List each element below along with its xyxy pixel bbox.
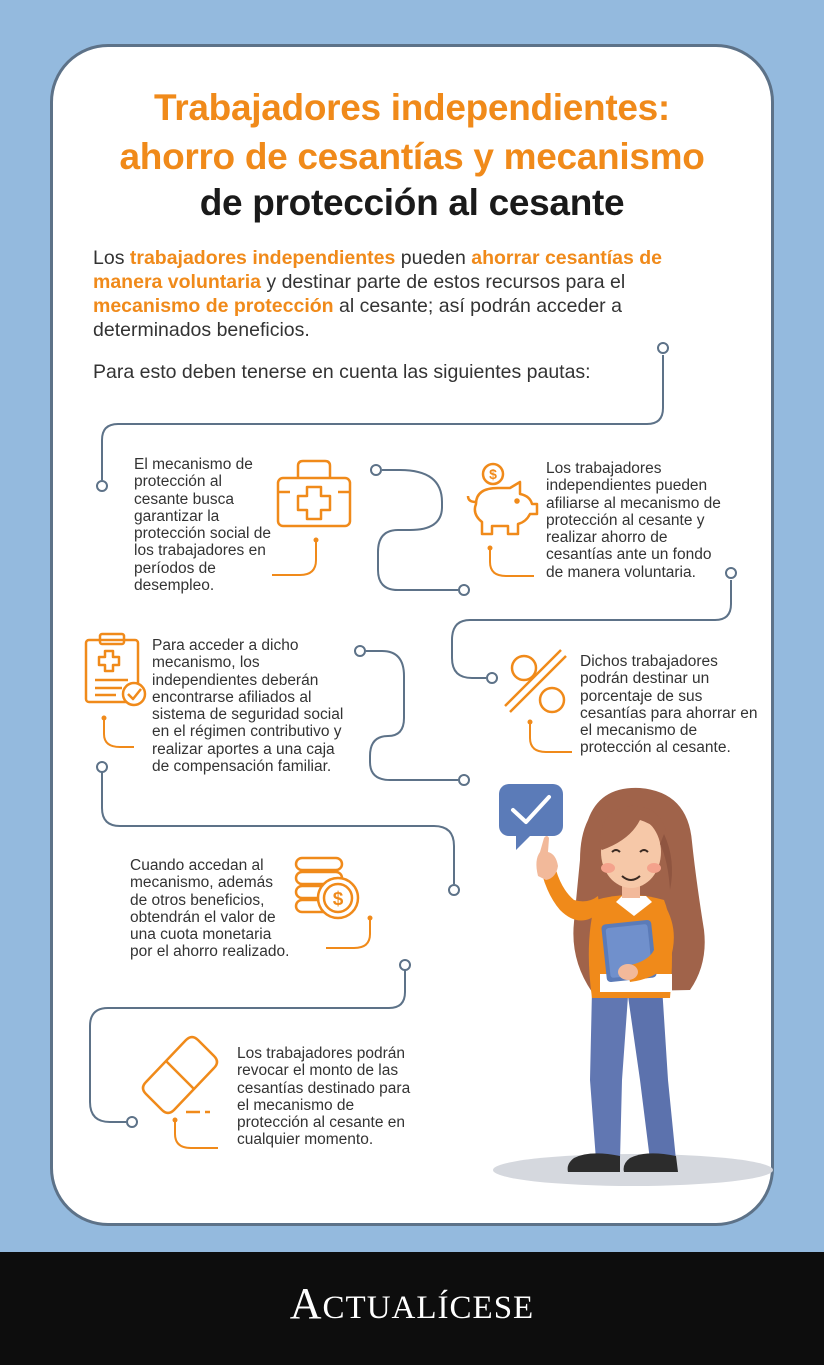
intro-text: pueden <box>395 247 472 269</box>
coins-icon <box>296 858 358 918</box>
guideline-item-4: Dichos trabajadores podrán destinar un porcentaje de sus cesantías para ahorrar en el mecanismo de protección al cesante. <box>580 653 758 757</box>
connector-line <box>366 651 458 780</box>
intro-guidelines: Para esto deben tenerse en cuenta las siguientes pautas: <box>93 361 591 383</box>
accent-tail <box>272 540 316 575</box>
accent-tail <box>326 918 370 948</box>
accent-tail-dot <box>368 916 373 921</box>
guideline-item-1: El mecanismo de protección al cesante busca garantizar la protección social de los trabajadores en períodos de desempleo. <box>134 456 271 595</box>
intro-text: Los <box>93 247 130 269</box>
intro-highlight: mecanismo de protección <box>93 295 334 317</box>
connector-dot <box>97 762 107 772</box>
connector-line <box>378 470 458 590</box>
connector-dot <box>449 885 459 895</box>
checkmark-bubble-icon <box>499 784 563 850</box>
guideline-item-3: Para acceder a dicho mecanismo, los independientes deberán encontrarse afiliados al sistema de seguridad social en el régimen contributivo y realizar aportes a una caja de compensación familiar. <box>152 637 344 776</box>
accent-tail-dot <box>314 538 319 543</box>
title-line-2: ahorro de cesantías y mecanismo <box>119 136 705 177</box>
accent-tail <box>490 548 534 576</box>
brand-logo <box>0 1278 824 1329</box>
connector-dot <box>400 960 410 970</box>
connector-dot <box>658 343 668 353</box>
guideline-item-2: Los trabajadores independientes pueden afiliarse al mecanismo de protección al cesante y realizar ahorro de cesantías ante un fondo de manera voluntaria. <box>546 460 721 581</box>
accent-tail-dot <box>528 720 533 725</box>
intro-highlight: trabajadores independientes <box>129 247 396 269</box>
accent-tail-dot <box>173 1118 178 1123</box>
connector-dot <box>355 646 365 656</box>
intro-text: y destinar parte de estos recursos para el <box>260 271 626 293</box>
connector-dot <box>97 481 107 491</box>
accent-tail <box>530 722 572 752</box>
brand-initial: A <box>289 1279 323 1328</box>
connector-dot <box>371 465 381 475</box>
connector-dot <box>459 775 469 785</box>
svg-text:$: $ <box>489 466 497 482</box>
guideline-item-6: Los trabajadores podrán revocar el monto de las cesantías destinado para el mecanismo de protección al cesante en cualquier momento. <box>237 1045 411 1149</box>
intro-text: al cesante; así podrán acceder a determinados beneficios. <box>93 295 622 341</box>
accent-tail-dot <box>102 716 107 721</box>
connector-dot <box>459 585 469 595</box>
guideline-item-5: Cuando accedan al mecanismo, además de otros beneficios, obtendrán el valor de una cuota monetaria por el ahorro realizado. <box>130 857 290 961</box>
intro-highlight: ahorrar cesantías de manera voluntaria <box>93 247 663 293</box>
accent-tail <box>175 1120 218 1148</box>
accent-tail <box>104 718 134 747</box>
eraser-icon <box>143 1037 217 1113</box>
medical-clipboard-icon <box>86 634 145 705</box>
percent-icon <box>505 650 566 712</box>
first-aid-kit-icon <box>278 461 350 526</box>
title-line-3: de protección al cesante <box>199 182 625 223</box>
girl-illustration <box>493 784 773 1186</box>
brand-rest: CTUALÍCESE <box>322 1290 535 1326</box>
connector-dot <box>127 1117 137 1127</box>
title-line-1: Trabajadores independientes: <box>154 87 670 128</box>
accent-tail-dot <box>488 546 493 551</box>
svg-text:$: $ <box>332 889 344 910</box>
connector-dot <box>487 673 497 683</box>
piggy-bank-icon <box>468 464 537 534</box>
connector-dot <box>726 568 736 578</box>
